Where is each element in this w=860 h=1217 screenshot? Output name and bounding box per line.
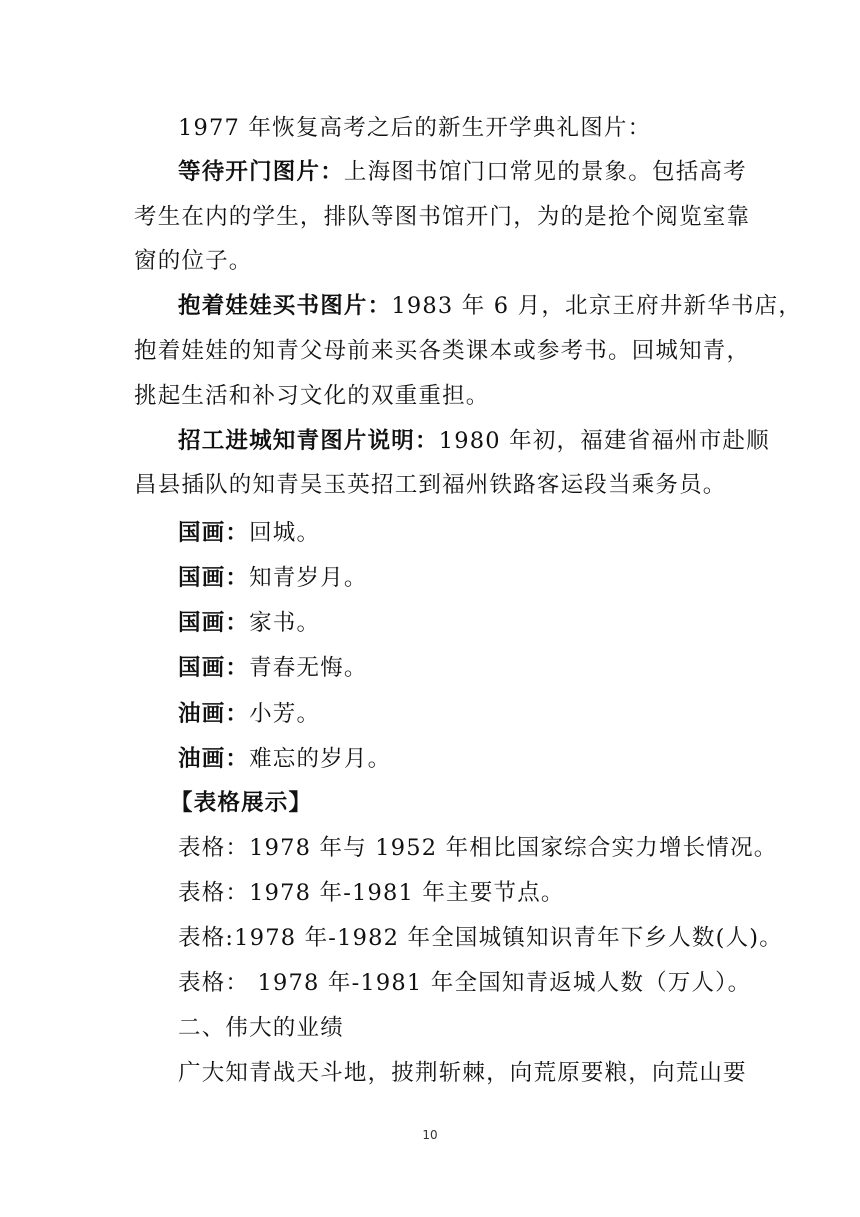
heading-line: 1977 年恢复高考之后的新生开学典礼图片：	[178, 115, 652, 141]
table-caption: 表格： 1978 年-1981 年全国知青返城人数（万人）。	[178, 970, 752, 996]
paragraph-line: 考生在内的学生，排队等图书馆开门，为的是抢个阅览室靠	[134, 204, 751, 230]
painting-type: 油画：	[178, 746, 250, 772]
painting-item	[178, 563, 730, 593]
painting-title: 家书。	[249, 610, 321, 636]
table-caption: 表格：1978 年与 1952 年相比国家综合实力增长情况。	[178, 835, 778, 861]
section-heading: 二、伟大的业绩	[178, 1015, 344, 1041]
table-section-heading: 【表格展示】	[170, 790, 313, 816]
painting-title: 小芳。	[249, 701, 321, 727]
painting-item	[178, 699, 730, 729]
paragraph-line: 挑起生活和补习文化的双重重担。	[134, 383, 490, 409]
caption-text: 1983 年 6 月，北京王府井新华书店，	[391, 293, 803, 319]
paragraph-line	[178, 426, 770, 456]
caption-text: 1980 年初，福建省福州市赴顺	[438, 428, 770, 454]
painting-item	[178, 653, 730, 683]
painting-type: 国画：	[178, 520, 250, 546]
paragraph-line: 昌县插队的知青吴玉英招工到福州铁路客运段当乘务员。	[134, 472, 727, 498]
painting-title: 难忘的岁月。	[249, 746, 392, 772]
page-number: 10	[422, 1128, 438, 1142]
table-caption: 表格：1978 年-1981 年主要节点。	[178, 880, 565, 906]
painting-item	[178, 608, 730, 638]
paragraph-line	[178, 157, 747, 187]
paragraph-line: 抱着娃娃的知青父母前来买各类课本或参考书。回城知青，	[134, 338, 751, 364]
painting-type: 国画：	[178, 610, 250, 636]
paragraph-line: 窗的位子。	[134, 248, 253, 274]
caption-label: 抱着娃娃买书图片：	[178, 293, 392, 319]
painting-title: 知青岁月。	[249, 565, 368, 591]
paragraph-line	[178, 291, 803, 321]
painting-item	[178, 518, 730, 548]
painting-type: 油画：	[178, 701, 250, 727]
table-caption: 表格:1978 年-1982 年全国城镇知识青年下乡人数(人)。	[178, 925, 783, 951]
painting-title: 青春无悔。	[249, 655, 368, 681]
paragraph-line: 广大知青战天斗地，披荆斩棘，向荒原要粮，向荒山要	[178, 1060, 747, 1086]
caption-label: 招工进城知青图片说明：	[178, 428, 439, 454]
painting-item	[178, 744, 730, 774]
caption-label: 等待开门图片：	[178, 159, 344, 185]
painting-type: 国画：	[178, 655, 250, 681]
painting-type: 国画：	[178, 565, 250, 591]
painting-title: 回城。	[249, 520, 321, 546]
caption-text: 上海图书馆门口常见的景象。包括高考	[343, 159, 747, 185]
